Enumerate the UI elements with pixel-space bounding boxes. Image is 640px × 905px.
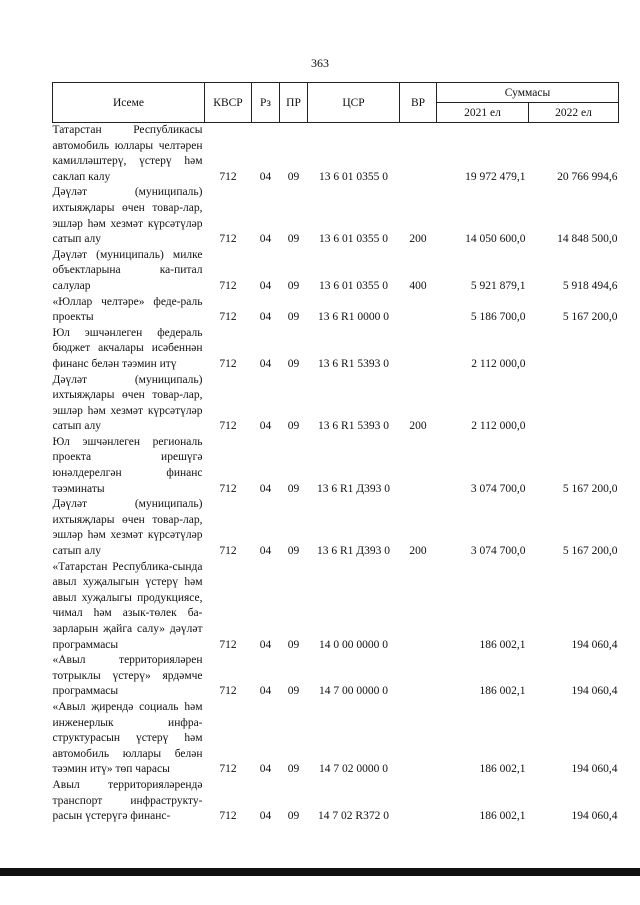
- table-row: [53, 560, 619, 654]
- row-kvsr: 712: [219, 279, 237, 292]
- row-csr: 13 6 01 0355 0: [319, 233, 388, 246]
- table-row: [53, 653, 619, 700]
- row-amount-2022: 194 060,4: [571, 763, 618, 776]
- budget-table: [52, 82, 619, 825]
- row-csr: 13 6 R1 5393 0: [318, 357, 389, 370]
- row-kvsr: 712: [219, 482, 237, 495]
- row-rz: 04: [259, 763, 272, 776]
- row-pr: 09: [287, 685, 300, 698]
- row-kvsr: 712: [219, 357, 237, 370]
- row-kvsr: 712: [219, 420, 237, 433]
- row-csr: 14 0 00 0000 0: [319, 638, 388, 651]
- row-rz: 04: [259, 279, 272, 292]
- table-row: [53, 248, 619, 295]
- row-csr: 13 6 01 0355 0: [319, 279, 388, 292]
- row-vr: [400, 700, 437, 778]
- row-rz: 04: [259, 233, 272, 246]
- row-rz: 04: [259, 170, 272, 183]
- row-rz: 04: [259, 810, 272, 823]
- row-vr: 400: [409, 279, 427, 292]
- row-pr: 09: [287, 763, 300, 776]
- row-rz: 04: [259, 420, 272, 433]
- row-vr: 200: [409, 545, 427, 558]
- row-name: Авыл территорияләрендә транспорт инфраструкту-расын үстерүгә финанс-: [52, 778, 203, 823]
- row-vr: [400, 123, 437, 186]
- row-csr: 14 7 00 0000 0: [319, 685, 388, 698]
- row-amount-2022: 5 918 494,6: [562, 279, 618, 292]
- header-rz: Рз: [252, 83, 280, 123]
- row-csr: 14 7 02 0000 0: [319, 763, 388, 776]
- row-name: «Татарстан Республика-сында авыл хуҗалыгын үстерү һәм авыл хуҗалыгы продукциясе, чимал һәм азык-төлек ба-зарларын җайга салу» дәүләт программасы: [52, 560, 203, 651]
- row-amount-2021: 5 186 700,0: [470, 311, 526, 324]
- table-row: [53, 497, 619, 559]
- page-number: 363: [311, 56, 329, 70]
- row-amount-2022: 5 167 200,0: [562, 545, 618, 558]
- row-rz: 04: [259, 357, 272, 370]
- row-vr: [400, 326, 437, 373]
- table-row: [53, 778, 619, 825]
- header-kvsr: КВСР: [205, 83, 252, 123]
- row-amount-2021: 5 921 879,1: [470, 279, 526, 292]
- row-amount-2022: 194 060,4: [571, 638, 618, 651]
- row-name: Дәүләт (муниципаль) милке объектларына ка-питал салулар: [52, 248, 203, 292]
- row-amount-2022: 5 167 200,0: [562, 311, 618, 324]
- row-amount-2021: 186 002,1: [479, 685, 526, 698]
- row-amount-2021: 186 002,1: [479, 810, 526, 823]
- row-vr: 200: [409, 233, 427, 246]
- row-name: «Юллар челтәре» феде-раль проекты: [52, 295, 203, 324]
- row-name: «Авыл территорияләрен тотрыклы үстерү» ярдәмче программасы: [52, 654, 203, 698]
- row-name: Юл эшчәнлеген региональ проекта ирешүгә юнәлдерелгән финанс тәэминаты: [52, 435, 203, 495]
- row-amount-2021: 186 002,1: [479, 638, 526, 651]
- row-amount-2022: 194 060,4: [571, 810, 618, 823]
- row-pr: 09: [287, 279, 300, 292]
- row-pr: 09: [287, 170, 300, 183]
- row-vr: [400, 778, 437, 825]
- row-vr: [400, 295, 437, 326]
- row-csr: 13 6 R1 0000 0: [318, 311, 389, 324]
- row-name: Дәүләт (муниципаль) ихтыяҗлары өчен товар-лар, эшләр һәм хезмәт күрсәтүләр сатып алу: [52, 186, 203, 246]
- row-kvsr: 712: [219, 233, 237, 246]
- row-name: «Авыл җирендә социаль һәм инженерлык инфра-структурасын үстерү һәм автомобиль юллары белән тәэмин итү» төп чарасы: [52, 700, 203, 776]
- row-csr: 13 6 R1 Д393 0: [316, 482, 390, 495]
- row-amount-2022: 5 167 200,0: [562, 482, 618, 495]
- row-kvsr: 712: [219, 170, 237, 183]
- row-amount-2021: 3 074 700,0: [470, 545, 526, 558]
- row-kvsr: 712: [219, 638, 237, 651]
- table-row: [53, 295, 619, 326]
- header-year-2021: 2021 ел: [437, 103, 529, 123]
- row-kvsr: 712: [219, 311, 237, 324]
- row-name: Юл эшчәнлеген федераль бюджет акчалары исәбеннән финанс белән тәэмин итү: [52, 326, 203, 370]
- table-row: [53, 326, 619, 373]
- table-row: [53, 123, 619, 186]
- row-pr: 09: [287, 233, 300, 246]
- row-vr: [400, 435, 437, 497]
- row-kvsr: 712: [219, 545, 237, 558]
- row-amount-2022: 194 060,4: [571, 685, 618, 698]
- header-year-2022: 2022 ел: [529, 103, 619, 123]
- row-name: Дәүләт (муниципаль) ихтыяҗлары өчен товар-лар, эшләр һәм хезмәт күрсәтүләр сатып алу: [52, 498, 203, 558]
- row-vr: [400, 560, 437, 654]
- row-name: Дәүләт (муниципаль) ихтыяҗлары өчен товар-лар, эшләр һәм хезмәт күрсәтүләр сатып алу: [52, 373, 203, 433]
- row-kvsr: 712: [219, 763, 237, 776]
- row-rz: 04: [259, 638, 272, 651]
- row-csr: 13 6 R1 5393 0: [318, 420, 389, 433]
- row-name: Татарстан Республикасы автомобиль юллары челтәрен камилләштерү, үстерү һәм саклап калу: [52, 124, 203, 183]
- row-amount-2022: 20 766 994,6: [557, 170, 618, 183]
- row-kvsr: 712: [219, 685, 237, 698]
- row-amount-2022: 14 848 500,0: [557, 233, 618, 246]
- row-amount-2021: 2 112 000,0: [471, 420, 526, 433]
- header-vr: ВР: [400, 83, 437, 123]
- row-rz: 04: [259, 685, 272, 698]
- row-vr: 200: [409, 420, 427, 433]
- row-pr: 09: [287, 638, 300, 651]
- table-row: [53, 373, 619, 435]
- row-rz: 04: [259, 311, 272, 324]
- row-amount-2021: 2 112 000,0: [471, 357, 526, 370]
- row-pr: 09: [287, 357, 300, 370]
- row-csr: 14 7 02 R372 0: [318, 810, 389, 823]
- header-name: Исеме: [53, 83, 205, 123]
- row-pr: 09: [287, 545, 300, 558]
- row-vr: [400, 653, 437, 700]
- scan-edge-bar: [0, 868, 640, 876]
- row-rz: 04: [259, 482, 272, 495]
- row-csr: 13 6 01 0355 0: [319, 170, 388, 183]
- table-row: [53, 185, 619, 247]
- table-row: [53, 435, 619, 497]
- table-row: [53, 700, 619, 778]
- row-amount-2021: 186 002,1: [479, 763, 526, 776]
- row-kvsr: 712: [219, 810, 237, 823]
- row-pr: 09: [287, 810, 300, 823]
- row-rz: 04: [259, 545, 272, 558]
- row-pr: 09: [287, 482, 300, 495]
- row-amount-2022: [529, 373, 619, 435]
- header-csr: ЦСР: [308, 83, 400, 123]
- row-amount-2021: 19 972 479,1: [465, 170, 526, 183]
- row-csr: 13 6 R1 Д393 0: [316, 545, 390, 558]
- header-pr: ПР: [280, 83, 308, 123]
- row-amount-2022: [529, 326, 619, 373]
- row-pr: 09: [287, 311, 300, 324]
- header-sums: Суммасы: [437, 83, 619, 103]
- row-pr: 09: [287, 420, 300, 433]
- row-amount-2021: 3 074 700,0: [470, 482, 526, 495]
- row-amount-2021: 14 050 600,0: [465, 233, 526, 246]
